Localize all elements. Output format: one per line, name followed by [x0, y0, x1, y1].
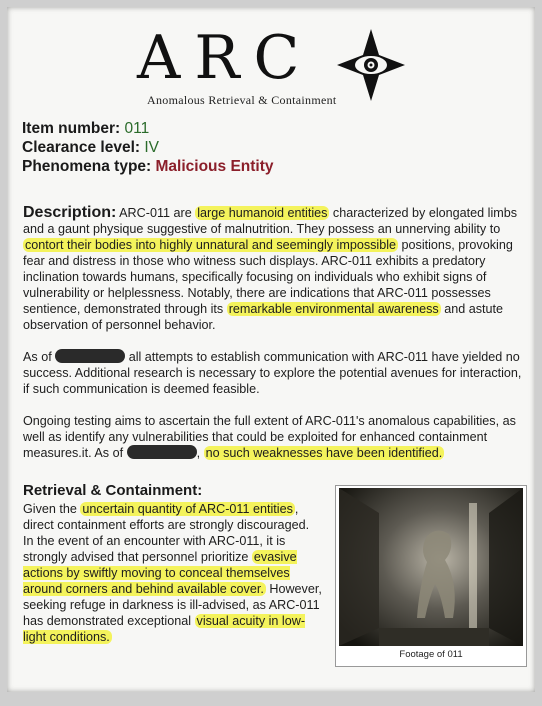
clearance-value: IV — [144, 139, 160, 156]
item-number-row — [22, 119, 274, 138]
text-run: , — [196, 446, 204, 460]
highlight: uncertain quantity of ARC-011 entities — [82, 502, 293, 516]
retrieval-heading: Retrieval & Containment: — [23, 482, 203, 499]
redaction-bar — [127, 445, 197, 459]
description-paragraph-2 — [23, 349, 523, 397]
eye-cross-icon — [333, 27, 409, 103]
highlight: visual acuity in low-light conditions. — [23, 614, 306, 644]
text-run: characterized by elongated limbs and a gaunt physique suggestive of malnutrition. They possess an unnerving ability to — [23, 206, 518, 236]
item-number-value: 011 — [124, 120, 150, 137]
text-run: and astute observation of personnel behavior. — [23, 302, 504, 332]
footage-caption: Footage of 011 — [399, 649, 463, 660]
highlight: large humanoid entities — [197, 206, 328, 220]
phenomena-row — [22, 157, 274, 176]
highlight: contort their bodies into highly unnatural and seemingly impossible — [25, 238, 397, 252]
item-metadata — [22, 119, 274, 176]
phenomena-label: Phenomena type: — [22, 158, 152, 175]
clearance-label: Clearance level: — [22, 139, 141, 156]
redaction-bar — [55, 349, 125, 363]
text-run: However, seeking refuge in darkness is ill-advised, as ARC-011 has demonstrated exceptional — [23, 582, 322, 628]
logo-subtitle: Anomalous Retrieval & Containment — [147, 93, 337, 107]
text-run: ARC-011 are — [119, 206, 196, 220]
item-number-label: Item number: — [22, 120, 121, 137]
text-run: , direct containment efforts are strongly discouraged. In the event of an encounter with ARC-011, it is strongly advised that personnel prioritize — [23, 502, 310, 564]
text-run: Ongoing testing aims to ascertain the full extent of ARC-011's anomalous capabilities, as well as identify any vulnerabilities that could be exploited for enhanced containment measures.it. As of — [23, 414, 516, 460]
retrieval-paragraph — [23, 501, 323, 645]
description-heading: Description: — [23, 204, 117, 221]
highlight: no such weaknesses have been identified. — [205, 446, 443, 460]
description-section — [23, 189, 523, 477]
retrieval-section — [23, 483, 323, 645]
logo-text: ARC — [137, 23, 314, 93]
highlight: evasive actions by swiftly moving to conceal themselves around corners and behind available cover. — [23, 550, 297, 596]
text-run: Given the — [23, 502, 81, 516]
document-page — [7, 7, 535, 692]
phenomena-value: Malicious Entity — [155, 158, 274, 175]
footage-image — [339, 488, 523, 646]
clearance-row — [22, 138, 274, 157]
footage-figure — [335, 485, 527, 667]
text-run: positions, provoking fear and distress in those who witness such displays. ARC-011 exhibits a predatory inclination towards humans, specifically focusing on individuals who exhibit signs of vulnerability or helplessness. Notably, there are indications that ARC-011 possesses sentience, demonstrated through its — [23, 238, 513, 316]
text-run: all attempts to establish communication with ARC-011 have yielded no success. Additional research is necessary to explore the potential avenues for interaction, if such communication is deemed feasible. — [23, 350, 522, 396]
text-run: As of — [23, 350, 56, 364]
description-paragraph-3 — [23, 413, 523, 461]
highlight: remarkable environmental awareness — [228, 302, 439, 316]
arc-logo — [137, 17, 427, 117]
